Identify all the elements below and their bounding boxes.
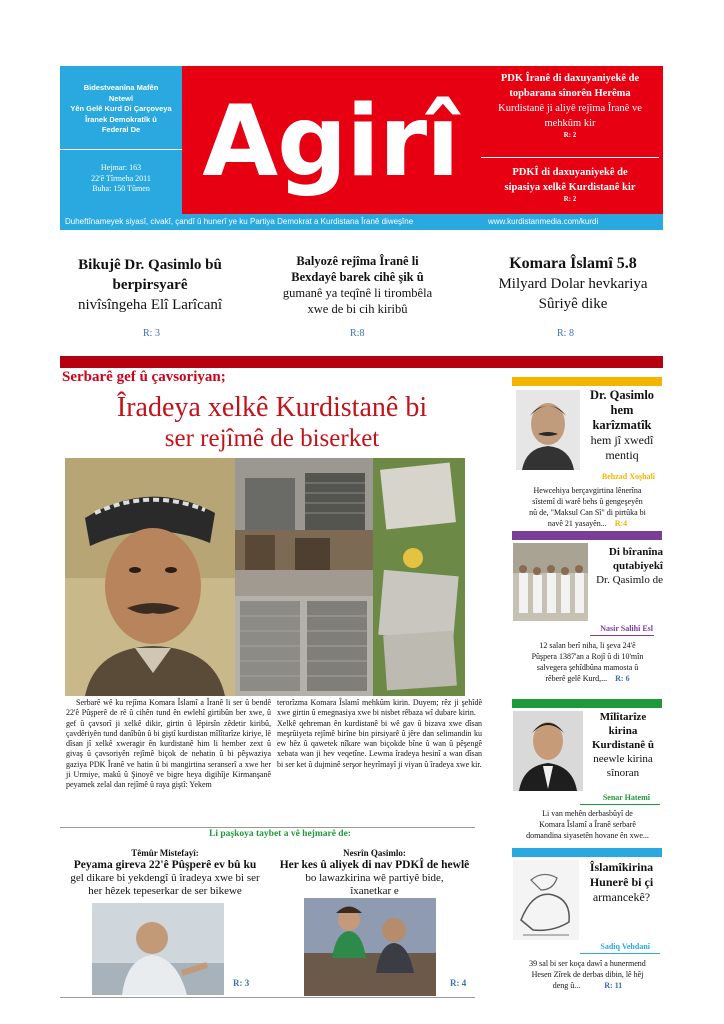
main-kicker: Serbarê gef û çavsoriyan; bbox=[62, 369, 226, 385]
inside-item-2[interactable] bbox=[272, 848, 477, 898]
inside-author: Têmûr Mistefayî: bbox=[131, 848, 199, 858]
sidebar-subtitle: mentiq bbox=[605, 448, 639, 462]
sidebar-text-line: 39 sal bi ser koça dawî a hunermend bbox=[529, 959, 646, 968]
inside-item-2-ref: R: 4 bbox=[450, 978, 467, 988]
mistefayi-photo bbox=[92, 903, 224, 995]
masthead-news-bottom[interactable] bbox=[481, 165, 659, 203]
teaser-1-ref: R: 3 bbox=[143, 328, 160, 339]
sidebar-title: Îslamîkirina bbox=[589, 860, 654, 874]
teaser-title: Bikujê Dr. Qasimlo bû bbox=[78, 257, 222, 273]
sidebar-text-line: Li van mehên derbasbûyî de bbox=[542, 809, 633, 818]
sidebar-bar-3 bbox=[512, 699, 662, 708]
teaser-title: Balyozê rejîma Îranê li bbox=[296, 254, 419, 268]
sidebar-subtitle: hem jî xwedî bbox=[590, 433, 654, 447]
masthead-info-line: Yên Gelê Kurd Di Çarçoveya bbox=[70, 104, 172, 113]
masthead-divider bbox=[60, 149, 182, 150]
sidebar-3-headline[interactable] bbox=[583, 710, 663, 780]
section-divider bbox=[60, 356, 663, 368]
posters-photo bbox=[373, 458, 465, 696]
masthead-divider bbox=[481, 157, 659, 158]
newspaper-logo: Agirî bbox=[202, 85, 459, 199]
shop-shutters-photo bbox=[235, 458, 373, 530]
sidebar-title: Mîlîtarîze bbox=[599, 711, 647, 723]
teaser-3-ref: R: 8 bbox=[557, 328, 574, 339]
masthead-news-panel bbox=[477, 66, 663, 214]
teaser-subtitle: Sûriyê dike bbox=[538, 296, 608, 312]
news-text-line: Kurdistanê ji aliyê rejîma Îranê ve bbox=[498, 103, 642, 114]
sidebar-text-line: domandina siyasetên hovane ên xwe... bbox=[526, 831, 649, 840]
sidebar-text-line: salvegera şehîdbûna mamosta û bbox=[536, 663, 639, 672]
nesrin-qasimlo-photo bbox=[304, 898, 436, 996]
sidebar-subtitle: neewle kirina bbox=[593, 753, 653, 765]
teaser-title: Komara Îslamî 5.8 bbox=[509, 255, 637, 272]
inside-heading: Li paşkoya taybet a vê hejmarê de: bbox=[209, 829, 351, 839]
author-underline bbox=[580, 953, 660, 954]
main-headline-line2: ser rejîmê de biserket bbox=[164, 425, 380, 452]
sidebar-text-line: deng û... bbox=[552, 981, 581, 990]
sidebar-text-line: Komara Îslamî a Îranê serbarê bbox=[539, 820, 636, 829]
sidebar-text-line: sîstemî di warê behs û gengeşeyên bbox=[532, 497, 643, 506]
sidebar-1-headline[interactable] bbox=[580, 388, 664, 463]
sidebar-author: Behzad Xoşhalî bbox=[601, 472, 655, 481]
page-ref: R: 2 bbox=[563, 131, 577, 139]
inside-text: her hêzek tepeserkar de ser bikewe bbox=[88, 885, 242, 897]
sidebar-ref: R: 11 bbox=[604, 981, 623, 990]
sidebar-2-text bbox=[510, 640, 665, 684]
sidebar-text-line: Hesen Zîrek de derbas dibin, lê hêj bbox=[531, 970, 644, 979]
masthead-info-line: Îranek Demokratîk û bbox=[85, 114, 157, 124]
inside-title: Peyama gireva 22'ê Pûşperê ev bû ku bbox=[73, 859, 257, 871]
inside-author: Nesrîn Qasimlo: bbox=[343, 848, 406, 858]
sidebar-2-headline[interactable] bbox=[585, 545, 663, 587]
teaser-2-ref: R:8 bbox=[350, 328, 365, 339]
teaser-1[interactable] bbox=[60, 255, 240, 315]
news-text-line: mehkûm kir bbox=[544, 118, 596, 129]
inside-text: îxanetkar e bbox=[350, 885, 399, 897]
sidebar-text-line: Hewcehiya berçavgirtina lênerîna bbox=[533, 486, 642, 495]
teaser-2[interactable] bbox=[255, 253, 460, 317]
sidebar-text-line: navê 21 yasayên... bbox=[547, 519, 607, 528]
masthead-news-top[interactable] bbox=[481, 71, 659, 139]
sidebar-title: Hunerê bi çi bbox=[589, 875, 654, 889]
sidebar-1-text bbox=[510, 485, 665, 529]
sidebar-title: Dr. Qasimlo bbox=[589, 388, 655, 402]
teaser-title: Bexdayê barek cihê şik û bbox=[291, 270, 424, 284]
masthead-info-line: Federal De bbox=[101, 125, 141, 134]
sidebar-bar-2 bbox=[512, 531, 662, 540]
sidebar-text-line: nû de, "Maksul Can Sî" di pirtûka bi bbox=[529, 508, 646, 517]
closed-shops-photo bbox=[235, 596, 373, 696]
inside-rule bbox=[60, 827, 475, 828]
masthead-logo-panel bbox=[182, 66, 477, 214]
sidebar-subtitle: Dr. Qasimlo de bbox=[596, 574, 663, 586]
tagline-bar bbox=[60, 214, 663, 230]
sidebar-text-line: Pûşpera 1387'an a Rojî û di 10'mîn bbox=[531, 652, 644, 661]
masthead-info-line: Bidestveanîna Mafên bbox=[83, 83, 159, 92]
teaser-subtitle: gumanê ya teqînê li tirombêla bbox=[282, 286, 433, 300]
sidebar-text-line: 12 salan berî niha, li şeva 24'ê bbox=[539, 641, 636, 650]
teaser-title: berpirsyarê bbox=[112, 277, 188, 293]
teaser-subtitle: Milyard Dolar hevkariya bbox=[498, 276, 648, 292]
news-title-line: topbarana sînorên Herêma bbox=[509, 88, 631, 99]
teaser-subtitle: xwe de bi cih kiribû bbox=[307, 302, 408, 316]
page-ref: R: 2 bbox=[563, 195, 577, 203]
news-title-line: PDKÎ di daxuyaniyekê de bbox=[512, 167, 628, 178]
inside-text: bo lawazkirina wê partiyê bide, bbox=[305, 872, 444, 884]
sidebar-title: Kurdistanê û bbox=[591, 739, 655, 751]
portrait-photo bbox=[65, 458, 235, 696]
author-underline bbox=[580, 804, 660, 805]
article-column-1: Serbarê wê ku rejîma Komara Îslamî a Îranê li ser û bendê 22'ê Pûşperê de rê û cihên tund ên ewlehî girtibûn ber xwe, û gef û çavsorî ji xelkê dikir, girtin û lêpirsîn zêdetir kiribû, çavdêriyên tund danîbûn û bi giştî kurdistan mîlîtarîze kiriye, lê dîsan jî xelkê xweragir ên kurdistanê him li hember zext û givaş û çavsoriyên rejîmê biçok de nehatin û bi pêşwaziya gaziya PDK Îranê ve hatin û bi mangirtina seranserî a xwe her ji Urmiye, makû û Şinoyê ve bigre heya digihîje Kirmanşanê peyamek zelal dan rejîmê û raya giştî: Yekem bbox=[66, 698, 271, 790]
sidebar-title: karîzmatîk bbox=[592, 418, 652, 432]
sidebar-author: Nasir Salihî Esl bbox=[600, 624, 653, 633]
sidebar-title: hem bbox=[610, 403, 634, 417]
news-title-line: sipasiya xelkê Kurdistanê kir bbox=[504, 182, 636, 193]
issue-date: 22'ê Tîrmeha 2011 bbox=[91, 173, 151, 183]
issue-number: Hejmar: 163 bbox=[100, 163, 142, 172]
sidebar-subtitle: armancekê? bbox=[592, 890, 651, 904]
bottom-rule bbox=[60, 997, 475, 998]
sidebar-bar-4 bbox=[512, 848, 662, 857]
sidebar-ref: R:4 bbox=[614, 519, 628, 528]
students-photo bbox=[513, 543, 588, 621]
sidebar-title: kirina bbox=[608, 725, 638, 737]
teaser-subtitle: nivîsîngeha Elî Larîcanî bbox=[77, 297, 223, 313]
sidebar-4-headline[interactable] bbox=[580, 860, 663, 905]
tagline: Duheftînameyek siyasî, civakî, çandî û hunerî ye ku Partiya Demokrat a Kurdistana Îranê diweşîne bbox=[65, 217, 414, 226]
sidebar-subtitle: sînoran bbox=[606, 767, 640, 779]
sidebar-ref: R: 6 bbox=[615, 674, 630, 683]
street-photo bbox=[235, 530, 373, 596]
inside-text: gel dikare bi yekdengî û îradeya xwe bi ser bbox=[70, 872, 260, 884]
hatemi-photo bbox=[513, 711, 583, 791]
article-column-2: terorîzma Komara Îslamî mehkûm kirin. Duyem; rêz ji şehîdê xwe girtin û emegnasiya xwe bi nisbet rêbaza wî dubare kirin. Xelkê qehreman ên kurdistanê bi wê gav û bizava xwe dîsan meşrûiyeta rejîmê birîne bin pirsiyarê û jêre dan selimandin ku ew hêz û qawetek nîkare wan biçokde bîne û wan û pêşengê xebata wan ji hev veqetîne. Lewma îradeya hesinî a wan dîsan bi ser ket û dujminê serşor heyrîmayî ji viyan û îradeya xwe kir. bbox=[277, 698, 482, 769]
sidebar-bar-1 bbox=[512, 377, 662, 386]
news-title-line: PDK Îranê di daxuyaniyekê de bbox=[500, 73, 640, 84]
author-underline bbox=[590, 635, 654, 636]
sidebar-author: Senar Hatemî bbox=[602, 793, 650, 802]
sidebar-title: Di bîranîna bbox=[608, 546, 663, 558]
masthead-info-panel bbox=[60, 66, 182, 214]
teaser-3[interactable] bbox=[478, 253, 668, 314]
sidebar-3-text bbox=[510, 808, 665, 841]
inside-item-1-ref: R: 3 bbox=[233, 978, 250, 988]
inside-item-1[interactable] bbox=[60, 848, 270, 898]
sidebar-text-line: rêberê gelê Kurd,... bbox=[545, 674, 608, 683]
website-link[interactable]: www.kurdistanmedia.com/kurdi bbox=[488, 217, 599, 226]
inside-title: Her kes û aliyek di nav PDKÎ de hewlê bbox=[279, 859, 470, 871]
art-illustration bbox=[513, 860, 579, 940]
qasimlo-photo bbox=[516, 390, 580, 470]
issue-price: Buha: 150 Tûmen bbox=[92, 184, 150, 193]
sidebar-4-text bbox=[510, 958, 665, 991]
sidebar-title: qutabiyekî bbox=[612, 560, 663, 572]
sidebar-author: Sadiq Vehdanî bbox=[600, 942, 650, 951]
masthead-info-line: Netewî bbox=[108, 93, 134, 103]
main-headline[interactable]: Îradeya xelkê Kurdistanê bi bbox=[116, 392, 428, 423]
